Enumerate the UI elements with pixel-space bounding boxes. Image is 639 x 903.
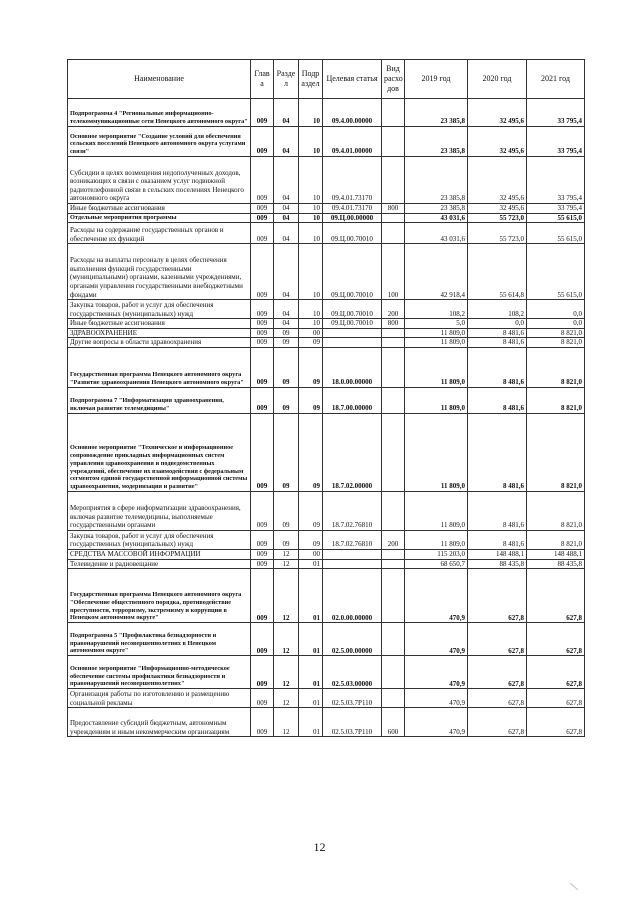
row-target-article: 18.7.02.76810 bbox=[323, 530, 382, 549]
column-header-target-article: Целевая статья bbox=[323, 60, 382, 99]
row-section: 12 bbox=[274, 623, 299, 656]
row-expense-type bbox=[382, 338, 405, 348]
row-value-2021: 33 795,4 bbox=[527, 99, 585, 127]
row-chapter: 009 bbox=[251, 413, 274, 491]
row-value-2020: 8 481,6 bbox=[468, 530, 527, 549]
row-subsection: 09 bbox=[299, 347, 323, 387]
row-expense-type: 200 bbox=[382, 300, 405, 319]
row-subsection: 09 bbox=[299, 387, 323, 413]
row-chapter: 009 bbox=[251, 319, 274, 329]
row-section: 04 bbox=[274, 213, 299, 223]
row-target-article: 09.4.00.00000 bbox=[323, 99, 382, 127]
column-header-2021: 2021 год bbox=[527, 60, 585, 99]
row-value-2020: 55 723,0 bbox=[468, 213, 527, 223]
row-target-article: 18.7.02.00000 bbox=[323, 413, 382, 491]
row-value-2021: 627,8 bbox=[527, 689, 585, 708]
row-chapter: 009 bbox=[251, 204, 274, 214]
row-name: Мероприятия в сфере информатизации здравоохранения, включая развитие телемедицины, выполняемые государственными органами bbox=[68, 491, 251, 530]
budget-table bbox=[67, 59, 585, 737]
row-target-article: 09.4.01.73170 bbox=[323, 157, 382, 204]
row-expense-type: 800 bbox=[382, 319, 405, 329]
page-number: 12 bbox=[313, 840, 326, 854]
row-value-2020: 8 481,6 bbox=[468, 387, 527, 413]
row-value-2021: 33 795,4 bbox=[527, 157, 585, 204]
row-subsection: 01 bbox=[299, 656, 323, 689]
row-value-2019: 68 650,7 bbox=[405, 559, 468, 569]
table-row bbox=[68, 689, 585, 708]
row-expense-type bbox=[382, 689, 405, 708]
row-value-2021: 8 821,0 bbox=[527, 491, 585, 530]
column-header-2020: 2020 год bbox=[468, 60, 527, 99]
row-target-article: 09.Ц.00.70010 bbox=[323, 244, 382, 300]
row-value-2019: 11 809,0 bbox=[405, 530, 468, 549]
row-expense-type bbox=[382, 413, 405, 491]
column-header-subsection: Подр аздел bbox=[299, 60, 323, 99]
row-expense-type bbox=[382, 549, 405, 559]
row-section: 12 bbox=[274, 549, 299, 559]
row-name: Подпрограмма 7 "Информатизация здравоохранения, включая развитие телемедицины" bbox=[68, 387, 251, 413]
row-value-2019: 11 809,0 bbox=[405, 347, 468, 387]
table-body bbox=[68, 99, 585, 737]
row-value-2019: 42 918,4 bbox=[405, 244, 468, 300]
table-row bbox=[68, 319, 585, 329]
row-section: 09 bbox=[274, 338, 299, 348]
row-target-article: 09.4.01.00000 bbox=[323, 127, 382, 157]
row-value-2020: 8 481,6 bbox=[468, 413, 527, 491]
row-expense-type bbox=[382, 223, 405, 244]
column-header-section: Разде л bbox=[274, 60, 299, 99]
row-value-2021: 55 615,0 bbox=[527, 213, 585, 223]
row-value-2020: 32 495,6 bbox=[468, 204, 527, 214]
row-target-article: 02.0.00.00000 bbox=[323, 569, 382, 623]
row-value-2021: 627,8 bbox=[527, 623, 585, 656]
row-section: 09 bbox=[274, 328, 299, 338]
table-row bbox=[68, 99, 585, 127]
row-chapter: 009 bbox=[251, 328, 274, 338]
table-row bbox=[68, 300, 585, 319]
row-chapter: 009 bbox=[251, 530, 274, 549]
row-target-article: 18.0.00.00000 bbox=[323, 347, 382, 387]
row-chapter: 009 bbox=[251, 559, 274, 569]
row-expense-type bbox=[382, 328, 405, 338]
column-header-name: Наименование bbox=[68, 60, 251, 99]
row-name: Основное мероприятие "Информационно-методическое обеспечение системы профилактики безнадзорности и правонарушений несовершеннолетних" bbox=[68, 656, 251, 689]
table-row bbox=[68, 127, 585, 157]
row-name: Подпрограмма 4 "Региональные информационно-телекоммуникационные сети Ненецкого автономного округа" bbox=[68, 99, 251, 127]
row-chapter: 009 bbox=[251, 569, 274, 623]
row-section: 09 bbox=[274, 347, 299, 387]
row-chapter: 009 bbox=[251, 300, 274, 319]
table-row bbox=[68, 491, 585, 530]
row-value-2020: 8 481,6 bbox=[468, 491, 527, 530]
row-chapter: 009 bbox=[251, 99, 274, 127]
row-section: 12 bbox=[274, 689, 299, 708]
row-section: 04 bbox=[274, 157, 299, 204]
row-section: 04 bbox=[274, 204, 299, 214]
row-value-2021: 0,0 bbox=[527, 319, 585, 329]
row-value-2021: 8 821,0 bbox=[527, 338, 585, 348]
row-subsection: 00 bbox=[299, 549, 323, 559]
row-target-article: 09.Ц.00.70010 bbox=[323, 300, 382, 319]
row-value-2020: 148 488,1 bbox=[468, 549, 527, 559]
row-expense-type bbox=[382, 157, 405, 204]
row-value-2021: 55 615,0 bbox=[527, 223, 585, 244]
table-row bbox=[68, 387, 585, 413]
column-header-expense-type: Вид расхо дов bbox=[382, 60, 405, 99]
row-expense-type: 800 bbox=[382, 204, 405, 214]
row-subsection: 10 bbox=[299, 157, 323, 204]
table-row bbox=[68, 157, 585, 204]
row-name: Государственная программа Ненецкого автономного округа "Развитие здравоохранения Ненецкого автономного округа" bbox=[68, 347, 251, 387]
row-section: 04 bbox=[274, 99, 299, 127]
row-name: Расходы на выплаты персоналу в целях обеспечения выполнения функций государственными (муниципальными) органами, казенными учреждениями, органами управления государственными внебюджетными фондами bbox=[68, 244, 251, 300]
row-value-2019: 470,9 bbox=[405, 708, 468, 737]
table-row bbox=[68, 530, 585, 549]
table-row bbox=[68, 328, 585, 338]
row-expense-type bbox=[382, 213, 405, 223]
row-target-article: 18.7.00.00000 bbox=[323, 387, 382, 413]
table-row bbox=[68, 338, 585, 348]
table-row bbox=[68, 347, 585, 387]
table-row bbox=[68, 213, 585, 223]
row-subsection: 10 bbox=[299, 204, 323, 214]
row-value-2021: 627,8 bbox=[527, 708, 585, 737]
row-subsection: 10 bbox=[299, 127, 323, 157]
row-subsection: 09 bbox=[299, 491, 323, 530]
table-header-row bbox=[68, 60, 585, 99]
row-value-2019: 470,9 bbox=[405, 569, 468, 623]
row-name: Государственная программа Ненецкого автономного округа "Обеспечение общественного порядка, противодействие преступности, терроризму, экстремизму и коррупции в Ненецком автономном округе" bbox=[68, 569, 251, 623]
row-name: СРЕДСТВА МАССОВОЙ ИНФОРМАЦИИ bbox=[68, 549, 251, 559]
row-subsection: 01 bbox=[299, 689, 323, 708]
row-section: 12 bbox=[274, 656, 299, 689]
row-subsection: 10 bbox=[299, 244, 323, 300]
row-value-2019: 11 809,0 bbox=[405, 328, 468, 338]
row-section: 12 bbox=[274, 559, 299, 569]
row-value-2021: 627,8 bbox=[527, 569, 585, 623]
row-subsection: 01 bbox=[299, 708, 323, 737]
row-value-2019: 5,0 bbox=[405, 319, 468, 329]
row-target-article bbox=[323, 549, 382, 559]
table-row bbox=[68, 656, 585, 689]
row-value-2019: 23 385,8 bbox=[405, 99, 468, 127]
row-target-article: 02.5.03.7Р110 bbox=[323, 689, 382, 708]
row-chapter: 009 bbox=[251, 127, 274, 157]
row-value-2019: 470,9 bbox=[405, 656, 468, 689]
row-subsection: 10 bbox=[299, 223, 323, 244]
table-row bbox=[68, 569, 585, 623]
row-expense-type: 600 bbox=[382, 708, 405, 737]
row-section: 12 bbox=[274, 569, 299, 623]
row-chapter: 009 bbox=[251, 689, 274, 708]
row-value-2021: 55 615,0 bbox=[527, 244, 585, 300]
table-row bbox=[68, 223, 585, 244]
table-row bbox=[68, 204, 585, 214]
row-value-2020: 55 723,0 bbox=[468, 223, 527, 244]
row-chapter: 009 bbox=[251, 656, 274, 689]
row-value-2020: 627,8 bbox=[468, 623, 527, 656]
row-value-2019: 11 809,0 bbox=[405, 338, 468, 348]
row-value-2021: 8 821,0 bbox=[527, 387, 585, 413]
row-value-2020: 108,2 bbox=[468, 300, 527, 319]
row-value-2020: 8 481,6 bbox=[468, 328, 527, 338]
row-name: Подпрограмма 5 "Профилактика безнадзорности и правонарушений несовершеннолетних в Ненецком автономном округе" bbox=[68, 623, 251, 656]
row-name: Другие вопросы в области здравоохранения bbox=[68, 338, 251, 348]
row-expense-type bbox=[382, 569, 405, 623]
row-subsection: 10 bbox=[299, 319, 323, 329]
row-value-2021: 8 821,0 bbox=[527, 347, 585, 387]
row-name: Расходы на содержание государственных органов и обеспечение их функций bbox=[68, 223, 251, 244]
row-section: 09 bbox=[274, 387, 299, 413]
row-target-article bbox=[323, 328, 382, 338]
row-chapter: 009 bbox=[251, 387, 274, 413]
row-value-2020: 32 495,6 bbox=[468, 99, 527, 127]
row-target-article: 09.Ц.00.00000 bbox=[323, 213, 382, 223]
row-name: Основное мероприятие "Техническое и информационное сопровождение прикладных информационных систем управления здравоохранения и подведомственных учреждений, обеспечение их взаимодействия с федеральным сегментом единой государственной информационной системы здравоохранения, модернизация и развитие" bbox=[68, 413, 251, 491]
row-chapter: 009 bbox=[251, 491, 274, 530]
row-expense-type bbox=[382, 347, 405, 387]
row-target-article bbox=[323, 559, 382, 569]
row-value-2020: 32 495,6 bbox=[468, 127, 527, 157]
row-chapter: 009 bbox=[251, 347, 274, 387]
row-subsection: 01 bbox=[299, 623, 323, 656]
row-target-article: 09.4.01.73170 bbox=[323, 204, 382, 214]
row-name: Субсидии в целях возмещения недополученных доходов, возникающих в связи с оказанием услуг подвижной радиотелефонной связи в сельских поселениях Ненецкого автономного округа bbox=[68, 157, 251, 204]
row-section: 04 bbox=[274, 300, 299, 319]
row-name: Организация работы по изготовлению и размещению социальной рекламы bbox=[68, 689, 251, 708]
row-value-2019: 470,9 bbox=[405, 689, 468, 708]
column-header-2019: 2019 год bbox=[405, 60, 468, 99]
row-expense-type bbox=[382, 559, 405, 569]
row-subsection: 09 bbox=[299, 413, 323, 491]
row-chapter: 009 bbox=[251, 549, 274, 559]
row-value-2020: 627,8 bbox=[468, 708, 527, 737]
row-value-2020: 627,8 bbox=[468, 569, 527, 623]
table-row bbox=[68, 559, 585, 569]
row-name: Закупка товаров, работ и услуг для обеспечения государственных (муниципальных) нужд bbox=[68, 300, 251, 319]
row-value-2020: 8 481,6 bbox=[468, 347, 527, 387]
row-target-article: 02.5.03.00000 bbox=[323, 656, 382, 689]
row-chapter: 009 bbox=[251, 623, 274, 656]
row-section: 09 bbox=[274, 530, 299, 549]
row-chapter: 009 bbox=[251, 338, 274, 348]
row-value-2021: 627,8 bbox=[527, 656, 585, 689]
row-name: Иные бюджетные ассигнования bbox=[68, 319, 251, 329]
row-subsection: 10 bbox=[299, 99, 323, 127]
row-value-2019: 11 809,0 bbox=[405, 491, 468, 530]
row-name: ЗДРАВООХРАНЕНИЕ bbox=[68, 328, 251, 338]
row-expense-type bbox=[382, 127, 405, 157]
table-row bbox=[68, 623, 585, 656]
row-value-2020: 55 614,8 bbox=[468, 244, 527, 300]
row-value-2021: 8 821,0 bbox=[527, 413, 585, 491]
row-subsection: 01 bbox=[299, 569, 323, 623]
row-subsection: 09 bbox=[299, 530, 323, 549]
row-section: 12 bbox=[274, 708, 299, 737]
row-section: 04 bbox=[274, 319, 299, 329]
scan-mark bbox=[570, 883, 578, 890]
row-expense-type bbox=[382, 656, 405, 689]
row-expense-type bbox=[382, 623, 405, 656]
row-expense-type: 200 bbox=[382, 530, 405, 549]
row-name: Иные бюджетные ассигнования bbox=[68, 204, 251, 214]
row-value-2020: 0,0 bbox=[468, 319, 527, 329]
row-target-article: 09.Ц.00.70010 bbox=[323, 223, 382, 244]
row-chapter: 009 bbox=[251, 223, 274, 244]
row-target-article: 18.7.02.76810 bbox=[323, 491, 382, 530]
row-value-2019: 23 385,8 bbox=[405, 127, 468, 157]
row-value-2019: 11 809,0 bbox=[405, 387, 468, 413]
row-value-2020: 627,8 bbox=[468, 656, 527, 689]
row-name: Закупка товаров, работ и услуг для обеспечения государственных (муниципальных) нужд bbox=[68, 530, 251, 549]
row-value-2021: 8 821,0 bbox=[527, 328, 585, 338]
row-target-article: 02.5.03.7Р110 bbox=[323, 708, 382, 737]
row-value-2019: 115 203,0 bbox=[405, 549, 468, 559]
row-value-2020: 32 495,6 bbox=[468, 157, 527, 204]
row-target-article bbox=[323, 338, 382, 348]
row-value-2021: 33 795,4 bbox=[527, 127, 585, 157]
row-expense-type: 100 bbox=[382, 244, 405, 300]
row-target-article: 09.Ц.00.70010 bbox=[323, 319, 382, 329]
column-header-chapter: Глав а bbox=[251, 60, 274, 99]
row-chapter: 009 bbox=[251, 213, 274, 223]
row-expense-type bbox=[382, 387, 405, 413]
row-target-article: 02.5.00.00000 bbox=[323, 623, 382, 656]
table-row bbox=[68, 413, 585, 491]
row-name: Предоставление субсидий бюджетным, автономным учреждениям и иным некоммерческим организациям bbox=[68, 708, 251, 737]
row-section: 04 bbox=[274, 223, 299, 244]
row-value-2020: 627,8 bbox=[468, 689, 527, 708]
row-subsection: 10 bbox=[299, 300, 323, 319]
row-value-2021: 33 795,4 bbox=[527, 204, 585, 214]
row-value-2019: 23 385,8 bbox=[405, 157, 468, 204]
row-expense-type bbox=[382, 491, 405, 530]
row-value-2019: 43 031,6 bbox=[405, 213, 468, 223]
table-row bbox=[68, 244, 585, 300]
row-subsection: 10 bbox=[299, 213, 323, 223]
row-value-2019: 11 809,0 bbox=[405, 413, 468, 491]
row-subsection: 01 bbox=[299, 559, 323, 569]
row-value-2021: 8 821,0 bbox=[527, 530, 585, 549]
row-subsection: 09 bbox=[299, 338, 323, 348]
row-value-2019: 43 031,6 bbox=[405, 223, 468, 244]
row-value-2020: 88 435,8 bbox=[468, 559, 527, 569]
row-chapter: 009 bbox=[251, 708, 274, 737]
row-name: Отдельные мероприятия программы bbox=[68, 213, 251, 223]
row-chapter: 009 bbox=[251, 157, 274, 204]
row-expense-type bbox=[382, 99, 405, 127]
row-value-2019: 108,2 bbox=[405, 300, 468, 319]
row-section: 09 bbox=[274, 413, 299, 491]
row-section: 04 bbox=[274, 127, 299, 157]
row-section: 09 bbox=[274, 491, 299, 530]
table-row bbox=[68, 549, 585, 559]
table-row bbox=[68, 708, 585, 737]
row-value-2019: 23 385,8 bbox=[405, 204, 468, 214]
row-value-2021: 0,0 bbox=[527, 300, 585, 319]
row-subsection: 00 bbox=[299, 328, 323, 338]
row-value-2021: 148 488,1 bbox=[527, 549, 585, 559]
row-value-2020: 8 481,6 bbox=[468, 338, 527, 348]
row-name: Основное мероприятие "Создание условий для обеспечения сельских поселений Ненецкого автономного округа услугами связи" bbox=[68, 127, 251, 157]
row-section: 04 bbox=[274, 244, 299, 300]
row-chapter: 009 bbox=[251, 244, 274, 300]
row-value-2019: 470,9 bbox=[405, 623, 468, 656]
row-value-2021: 88 435,8 bbox=[527, 559, 585, 569]
row-name: Телевидение и радиовещание bbox=[68, 559, 251, 569]
